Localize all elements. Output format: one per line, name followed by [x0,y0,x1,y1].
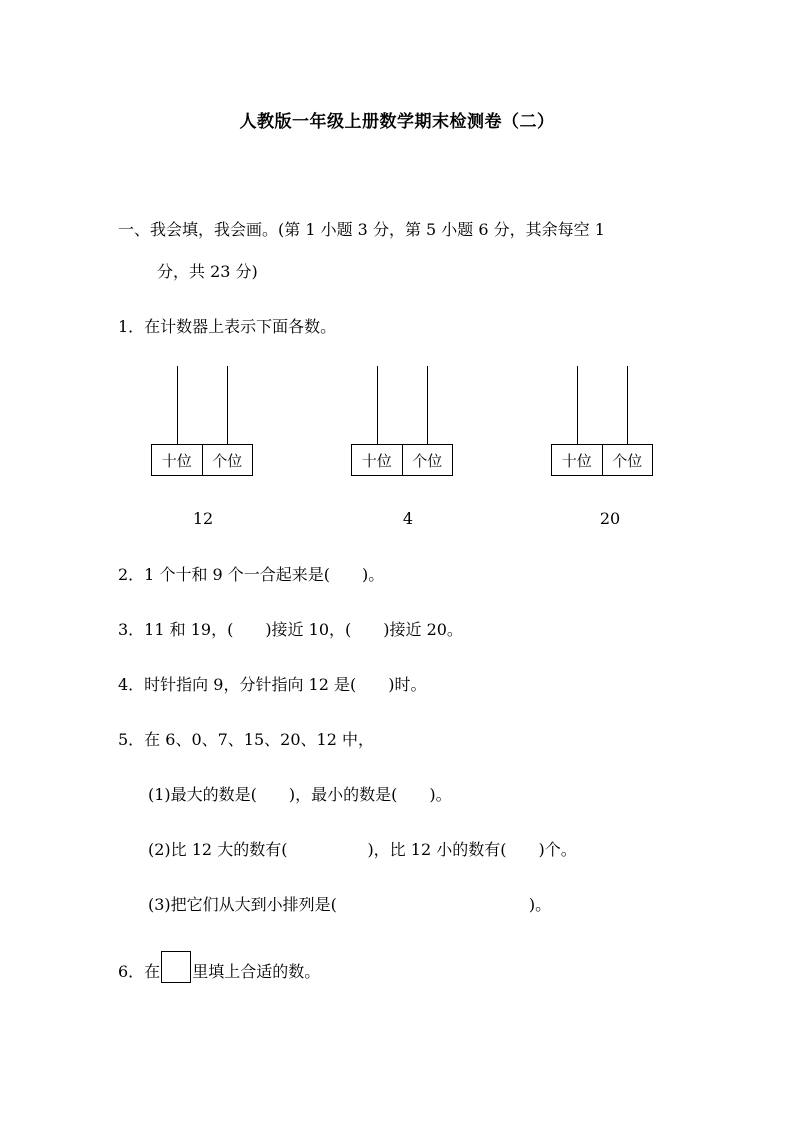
question-3: 3．11 和 19，( )接近 10，( )接近 20。 [118,620,463,639]
section1-heading: 一、我会填，我会画。(第 1 小题 3 分，第 5 小题 6 分，其余每空 1 [118,220,605,239]
question-5-part-2: (2)比 12 大的数有( )，比 12 小的数有( )个。 [148,840,577,859]
question-6 [118,951,320,983]
question-6-suffix: 里填上合适的数。 [192,962,321,981]
tens-label: 十位 [361,451,392,470]
section1-heading-cont: 分，共 23 分) [157,262,258,281]
question-1: 1．在计数器上表示下面各数。 [118,317,337,336]
abacus-number: 12 [192,509,214,528]
tens-rod [377,366,378,444]
tens-rod [177,366,178,444]
page-title: 人教版一年级上册数学期末检测卷（二） [239,112,555,132]
place-value-box [151,444,253,476]
place-value-box [551,444,653,476]
answer-box [161,951,191,983]
abacus-number: 4 [402,509,414,528]
question-2: 2．1 个十和 9 个一合起来是( )。 [118,565,385,584]
abacus-number: 20 [599,509,621,528]
ones-label: 个位 [402,445,453,475]
tens-label: 十位 [161,451,192,470]
ones-rod [627,366,628,444]
ones-label: 个位 [602,445,653,475]
tens-rod [577,366,578,444]
ones-rod [427,366,428,444]
abacus-4 [351,366,453,476]
question-5: 5．在 6、0、7、15、20、12 中， [118,730,374,749]
tens-label: 十位 [561,451,592,470]
question-5-part-3: (3)把它们从大到小排列是( )。 [148,895,552,914]
question-6-prefix: 6．在 [118,962,161,981]
ones-rod [227,366,228,444]
abacus-12 [151,366,253,476]
ones-label: 个位 [202,445,253,475]
question-5-part-1: (1)最大的数是( )，最小的数是( )。 [148,785,452,804]
question-4: 4．时针指向 9，分针指向 12 是( )时。 [118,675,427,694]
place-value-box [351,444,453,476]
abacus-20 [551,366,653,476]
